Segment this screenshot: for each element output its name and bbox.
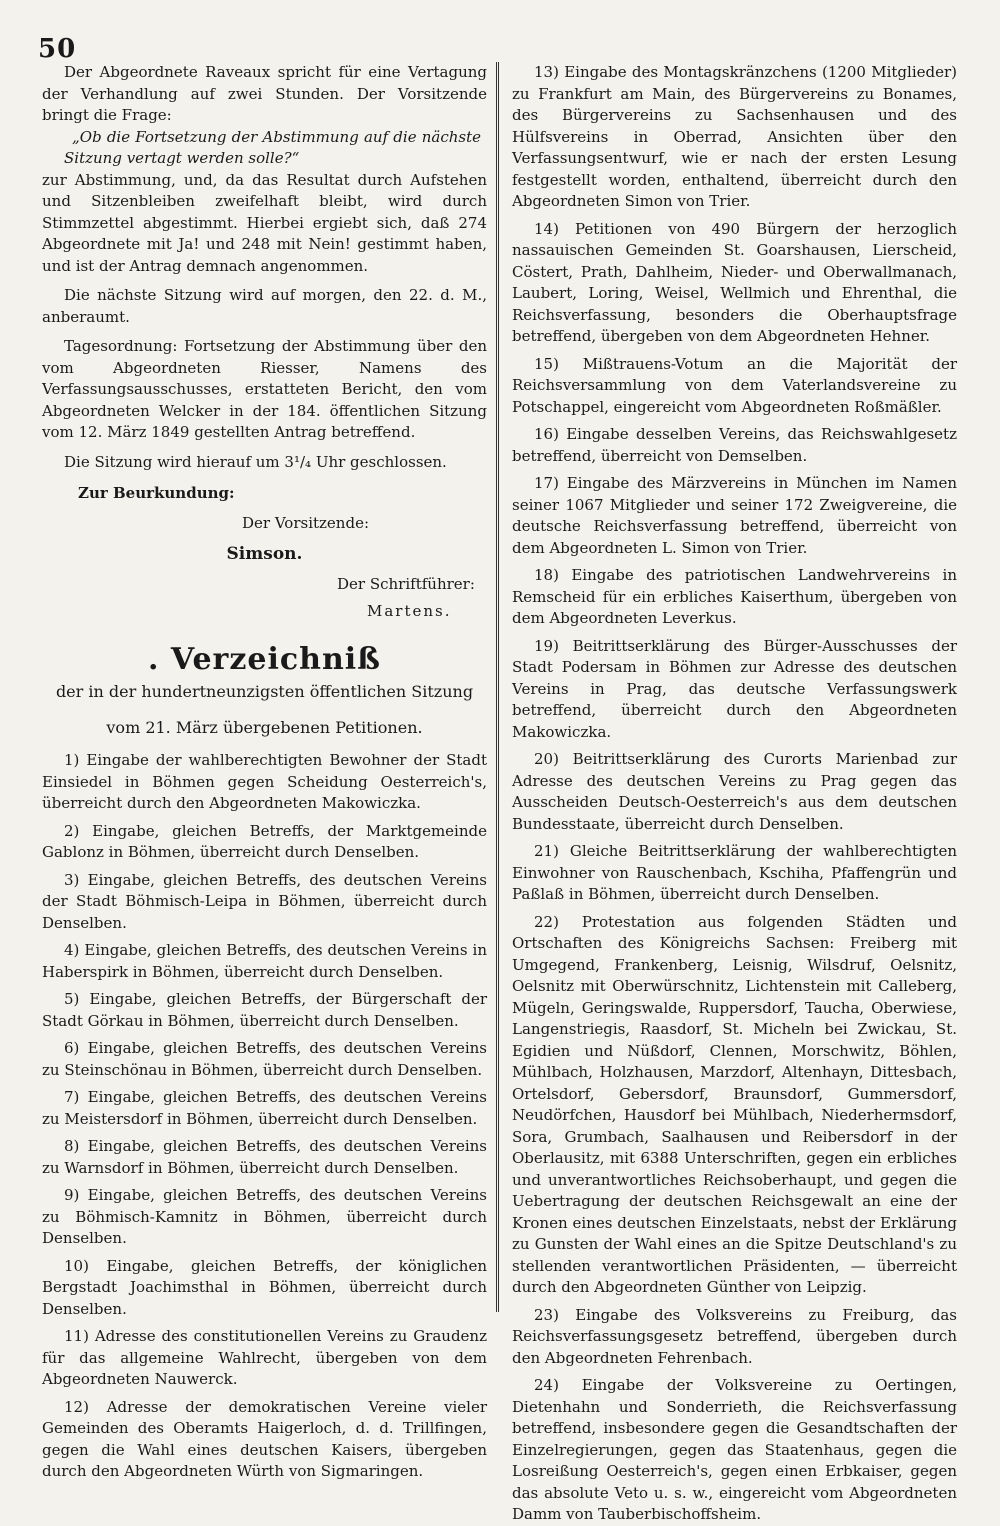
list-item: 10) Eingabe, gleichen Betreffs, der königlichen Bergstadt Joachimsthal in Böhmen, überreicht durch Denselben. — [42, 1256, 487, 1318]
secretary-label: Der Schriftführer: — [337, 574, 475, 593]
list-item: 6) Eingabe, gleichen Betreffs, des deutschen Vereins zu Steinschönau in Böhmen, überreicht durch Denselben. — [42, 1039, 487, 1079]
quoted-question: „Ob die Fortsetzung der Abstimmung auf die nächste Sitzung vertagt werden solle?“ — [64, 127, 481, 167]
list-item: 19) Beitrittserklärung des Bürger-Ausschusses der Stadt Podersam in Böhmen zur Adresse des deutschen Vereins in Prag, das deutsche Verfassungswerk betreffend, überreicht durch den Abgeordneten Makowiczka. — [512, 636, 957, 741]
paragraph-raveaux: Der Abgeordnete Raveaux spricht für eine Vertagung der Verhandlung auf zwei Stunden. Der Vorsitzende bringt die Frage: — [42, 63, 487, 124]
page-number: 50 — [38, 34, 77, 64]
right-column — [512, 62, 957, 1526]
list-item: 1) Eingabe der wahlberechtigten Bewohner der Stadt Einsiedel in Böhmen gegen Scheidung Oesterreich's, überreicht durch den Abgeordneten Makowiczka. — [42, 751, 487, 812]
list-item: 9) Eingabe, gleichen Betreffs, des deutschen Vereins zu Böhmisch-Kamnitz in Böhmen, überreicht durch Denselben. — [42, 1186, 487, 1247]
certification-label: Zur Beurkundung: — [78, 484, 235, 502]
list-item: 15) Mißtrauens-Votum an die Majorität der Reichsversammlung von dem Vaterlandsvereine zu Potschappel, eingereicht vom Abgeordneten Roßmäßler. — [512, 354, 957, 416]
paragraph-next-session: Die nächste Sitzung wird auf morgen, den 22. d. M., anberaumt. — [42, 286, 487, 326]
list-item: 7) Eingabe, gleichen Betreffs, des deutschen Vereins zu Meistersdorf in Böhmen, überreicht durch Denselben. — [42, 1088, 487, 1128]
list-item: 12) Adresse der demokratischen Vereine vieler Gemeinden des Oberamts Haigerloch, d. d. Trillfingen, gegen die Wahl eines deutschen Kaisers, übergeben durch den Abgeordneten Würth von Sigmaringen. — [42, 1397, 487, 1480]
section-heading: . Verzeichniß — [148, 641, 381, 677]
list-item: 2) Eingabe, gleichen Betreffs, der Marktgemeinde Gablonz in Böhmen, überreicht durch Denselben. — [42, 821, 487, 861]
paragraph-closing: Die Sitzung wird hierauf um 3¹/₄ Uhr geschlossen. — [64, 452, 447, 471]
column-divider — [496, 62, 499, 1312]
petition-list-left — [42, 750, 487, 1483]
list-item: 13) Eingabe des Montagskränzchens (1200 Mitglieder) zu Frankfurt am Main, des Bürgervereins zu Bonames, des Bürgervereins zu Sachsenhausen und des Hülfsvereins in Oberrad, Ansichten über den Verfassungsentwurf, wie er nach der ersten Lesung festgestellt worden, enthaltend, überreicht durch den Abgeordneten Simon von Trier. — [512, 63, 957, 210]
list-item: 21) Gleiche Beitrittserklärung der wahlberechtigten Einwohner von Rauschenbach, Kschiha, Pfaffengrün und Paßlaß in Böhmen, überreicht durch Denselben. — [512, 842, 957, 903]
list-item: 8) Eingabe, gleichen Betreffs, des deutschen Vereins zu Warnsdorf in Böhmen, überreicht durch Denselben. — [42, 1137, 487, 1177]
list-item: 22) Protestation aus folgenden Städten und Ortschaften des Königreichs Sachsen: Freiberg mit Umgegend, Frankenberg, Leisnig, Wilsdruf, Oelsnitz, Oelsnitz mit Oberwürschnitz, Lichtenstein mit Calleberg, Mügeln, Geringswalde, Ruppersdorf, Taucha, Oberwiese, Langenstriegis, Raasdorf, St. Micheln bei Zwickau, St. Egidien und Nüßdorf, Clennen, Morschwitz, Böhlen, Mühlbach, Holzhausen, Marzdorf, Altenhayn, Dittesbach, Ortelsdorf, Gebersdorf, Braunsdorf, Gummersdorf, Neudörfchen, Hausdorf bei Mühlbach, Niederhermsdorf, Sora, Grumbach, Saalhausen und Reibersdorf in der Oberlausitz, mit 6388 Unterschriften, gegen ein erbliches und unverantwortliches Reichsoberhaupt, und gegen die Uebertragung der deutschen Reichsgewalt an eine der Kronen eines deutschen Einzelstaats, nebst der Erklärung zu Gunsten der Wahl eines an die Spitze Deutschland's zu stellenden verantwortlichen Präsidenten, — überreicht durch den Abgeordneten Günther von Leipzig. — [512, 912, 957, 1296]
list-item: 5) Eingabe, gleichen Betreffs, der Bürgerschaft der Stadt Görkau in Böhmen, überreicht durch Denselben. — [42, 990, 487, 1030]
list-item: 18) Eingabe des patriotischen Landwehrvereins in Remscheid für ein erbliches Kaiserthum, übergeben von dem Abgeordneten Leverkus. — [512, 566, 957, 627]
list-item: 17) Eingabe des Märzvereins in München im Namen seiner 1067 Mitglieder und seiner 172 Zweigvereine, die deutsche Reichsverfassung betreffend, überreicht von dem Abgeordneten L. Simon von Trier. — [512, 474, 957, 557]
list-item: 3) Eingabe, gleichen Betreffs, des deutschen Vereins der Stadt Böhmisch-Leipa in Böhmen, überreicht durch Denselben. — [42, 870, 487, 932]
secretary-name: Martens. — [367, 602, 452, 620]
list-item: 23) Eingabe des Volksvereins zu Freiburg, das Reichsverfassungsgesetz betreffend, übergeben durch den Abgeordneten Fehrenbach. — [512, 1305, 957, 1367]
list-item: 20) Beitrittserklärung des Curorts Marienbad zur Adresse des deutschen Vereins zu Prag gegen das Ausscheiden Deutsch-Oesterreich's aus dem deutschen Bundesstaate, überreicht durch Denselben. — [512, 750, 957, 833]
list-item: 4) Eingabe, gleichen Betreffs, des deutschen Vereins in Haberspirk in Böhmen, überreicht durch Denselben. — [42, 941, 487, 981]
list-item: 24) Eingabe der Volksvereine zu Oertingen, Dietenhahn und Sonderrieth, die Reichsverfassung betreffend, insbesondere gegen die Gesandtschaften der Einzelregierungen, gegen das Staatenhaus, gegen die Losreißung Oesterreich's, gegen einen Erbkaiser, gegen das absolute Veto u. s. w., eingereicht vom Abgeordneten Damm von Tauberbischoffsheim. — [512, 1376, 957, 1523]
section-subheading-1: der in der hundertneunzigsten öffentlichen Sitzung — [55, 682, 474, 701]
list-item: 16) Eingabe desselben Vereins, das Reichswahlgesetz betreffend, überreicht von Demselben. — [512, 425, 957, 465]
list-item: 11) Adresse des constitutionellen Vereins zu Graudenz für das allgemeine Wahlrecht, übergeben von dem Abgeordneten Nauwerck. — [42, 1327, 487, 1388]
left-column — [42, 62, 487, 1483]
chair-label: Der Vorsitzende: — [242, 513, 369, 532]
section-subheading-2: vom 21. März übergebenen Petitionen. — [106, 718, 423, 737]
paragraph-agenda: Tagesordnung: Fortsetzung der Abstimmung über den vom Abgeordneten Riesser, Namens des Verfassungsausschusses, erstatteten Bericht, den vom Abgeordneten Welcker in der 184. öffentlichen Sitzung vom 12. März 1849 gestellten Antrag betreffend. — [42, 337, 487, 441]
paragraph-vote-result: zur Abstimmung, und, da das Resultat durch Aufstehen und Sitzenbleiben zweifelhaft bleibt, wird durch Stimmzettel abgestimmt. Hierbei ergiebt sich, daß 274 Abgeordnete mit Ja! und 248 mit Nein! gestimmt haben, und ist der Antrag demnach angenommen. — [42, 170, 487, 275]
chair-name: Simson. — [226, 544, 303, 564]
list-item: 14) Petitionen von 490 Bürgern der herzoglich nassauischen Gemeinden St. Goarshausen, Lierscheid, Cöstert, Prath, Dahlheim, Nieder- und Oberwallmanach, Laubert, Loring, Weisel, Wellmich und Ehrenthal, die Reichsverfassung, besonders die Oberhauptsfrage betreffend, übergeben von dem Abgeordneten Hehner. — [512, 219, 957, 345]
